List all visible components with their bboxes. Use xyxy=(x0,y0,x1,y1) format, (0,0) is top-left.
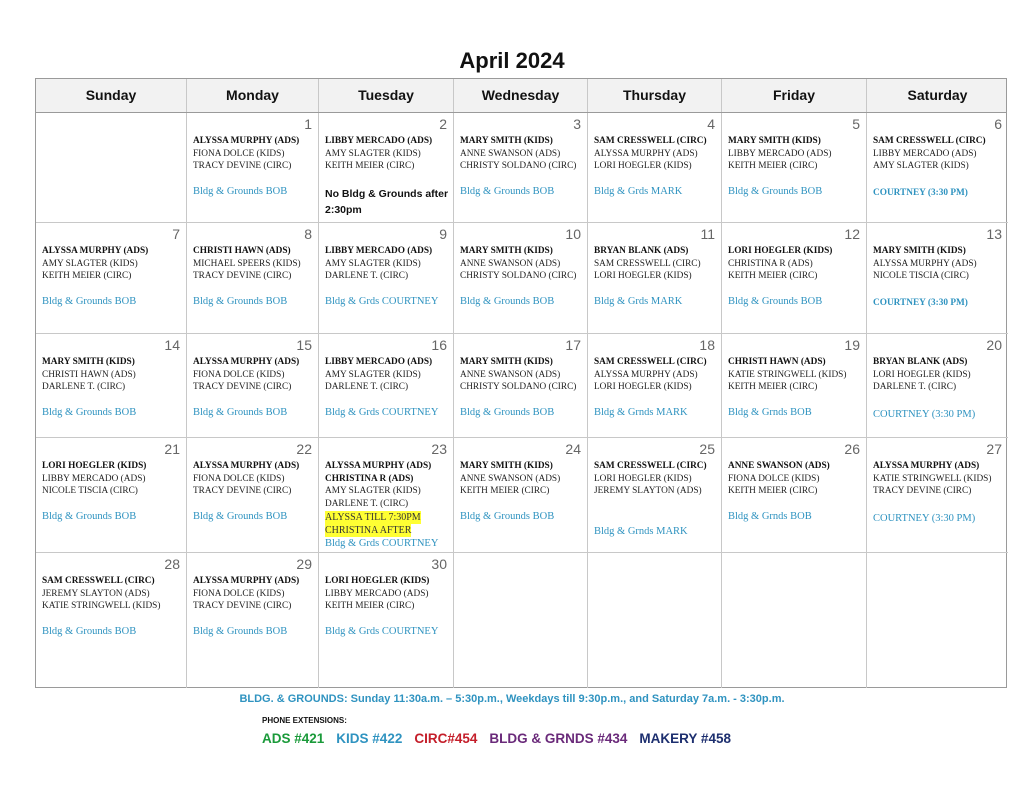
staff-assignment: DARLENE T. (CIRC) xyxy=(42,382,126,393)
staff-assignment: ALYSSA MURPHY (ADS) xyxy=(193,461,300,471)
staff-assignment: SAM CRESSWELL (CIRC) xyxy=(42,576,155,586)
day-cell xyxy=(319,438,454,553)
day-cell xyxy=(187,334,319,438)
staff-assignment: MARY SMITH (KIDS) xyxy=(873,246,966,256)
staff-assignment: TRACY DEVINE (CIRC) xyxy=(193,161,292,172)
staff-assignment: CHRISTI HAWN (ADS) xyxy=(42,369,136,380)
staff-assignment: DARLENE T. (CIRC) xyxy=(873,382,957,393)
staff-assignment: CHRISTY SOLDANO (CIRC) xyxy=(460,271,577,282)
day-number: 29 xyxy=(296,556,312,572)
day-number: 13 xyxy=(986,226,1002,242)
staff-assignment: LORI HOEGLER (KIDS) xyxy=(594,382,692,393)
weekday-monday: Monday xyxy=(187,79,319,112)
grounds-assignment: Bldg & Grounds BOB xyxy=(728,296,823,308)
grounds-assignment: Bldg & Grnds MARK xyxy=(594,526,688,538)
day-number: 8 xyxy=(304,226,312,242)
staff-assignment: KEITH MEIER (CIRC) xyxy=(42,271,132,282)
grounds-hours-note: BLDG. & GROUNDS: Sunday 11:30a.m. – 5:30p.m., Weekdays till 9:30p.m., and Saturday 7a.m. - 3:30p.m. xyxy=(239,693,785,705)
grounds-assignment: Bldg & Grounds BOB xyxy=(460,296,555,308)
staff-assignment: ANNE SWANSON (ADS) xyxy=(728,461,830,471)
staff-assignment: TRACY DEVINE (CIRC) xyxy=(873,486,972,497)
staff-assignment: AMY SLAGTER (KIDS) xyxy=(325,148,421,159)
staff-assignment: CHRISTINA R (ADS) xyxy=(325,473,414,484)
grounds-assignment: Bldg & Grnds BOB xyxy=(728,511,812,523)
grounds-assignment: Bldg & Grounds BOB xyxy=(42,407,137,419)
grounds-assignment: Bldg & Grounds BOB xyxy=(193,186,288,198)
staff-assignment: CHRISTINA R (ADS) xyxy=(728,258,813,269)
staff-assignment: LORI HOEGLER (KIDS) xyxy=(594,161,692,172)
highlighted-note: ALYSSA TILL 7:30PM xyxy=(325,511,421,523)
grounds-assignment: Bldg & Grounds BOB xyxy=(42,511,137,523)
staff-assignment: FIONA DOLCE (KIDS) xyxy=(193,473,285,484)
grounds-assignment: Bldg & Grds COURTNEY xyxy=(325,296,439,308)
staff-assignment: KEITH MEIER (CIRC) xyxy=(728,382,818,393)
staff-assignment: SAM CRESSWELL (CIRC) xyxy=(594,136,707,146)
day-number: 26 xyxy=(844,441,860,457)
staff-assignment: LORI HOEGLER (KIDS) xyxy=(728,246,833,256)
phone-extension: KIDS #422 xyxy=(336,731,403,746)
staff-assignment: KATIE STRINGWELL (KIDS) xyxy=(42,601,161,612)
staff-assignment: KEITH MEIER (CIRC) xyxy=(728,486,818,497)
grounds-note: No Bldg & Grounds after 2:30pm xyxy=(325,188,449,217)
staff-assignment: CHRISTY SOLDANO (CIRC) xyxy=(460,161,577,172)
saturday-grounds-assignment: COURTNEY (3:30 PM) xyxy=(873,188,968,199)
day-number: 5 xyxy=(852,116,860,132)
staff-assignment: ALYSSA MURPHY (ADS) xyxy=(193,136,300,146)
day-cell xyxy=(867,553,1008,688)
staff-assignment: ANNE SWANSON (ADS) xyxy=(460,369,561,380)
phone-extension: CIRC#454 xyxy=(414,731,478,746)
day-cell xyxy=(454,438,588,553)
day-number: 1 xyxy=(304,116,312,132)
staff-assignment: ALYSSA MURPHY (ADS) xyxy=(42,246,149,256)
day-number: 4 xyxy=(707,116,715,132)
day-cell xyxy=(187,113,319,223)
day-cell xyxy=(588,223,722,334)
staff-assignment: BRYAN BLANK (ADS) xyxy=(594,246,689,256)
day-number: 19 xyxy=(844,337,860,353)
grounds-assignment: Bldg & Grounds BOB xyxy=(42,626,137,638)
staff-assignment: AMY SLAGTER (KIDS) xyxy=(325,486,421,497)
day-cell xyxy=(722,553,867,688)
staff-assignment: CHRISTY SOLDANO (CIRC) xyxy=(460,382,577,393)
day-number: 3 xyxy=(573,116,581,132)
staff-assignment: LIBBY MERCADO (ADS) xyxy=(42,473,146,484)
grounds-assignment: Bldg & Grounds BOB xyxy=(193,511,288,523)
day-number: 30 xyxy=(431,556,447,572)
staff-assignment: MARY SMITH (KIDS) xyxy=(460,357,553,367)
day-number: 20 xyxy=(986,337,1002,353)
staff-assignment: SAM CRESSWELL (CIRC) xyxy=(594,461,707,471)
day-number: 9 xyxy=(439,226,447,242)
grounds-assignment: Bldg & Grounds BOB xyxy=(460,186,555,198)
grounds-assignment: Bldg & Grounds BOB xyxy=(460,407,555,419)
day-number: 7 xyxy=(172,226,180,242)
phone-extension: ADS #421 xyxy=(262,731,325,746)
day-number: 22 xyxy=(296,441,312,457)
day-cell xyxy=(319,553,454,688)
staff-assignment: LIBBY MERCADO (ADS) xyxy=(325,357,433,367)
saturday-grounds-assignment: COURTNEY (3:30 PM) xyxy=(873,409,976,421)
day-number: 27 xyxy=(986,441,1002,457)
grounds-assignment: Bldg & Grds COURTNEY xyxy=(325,537,439,549)
day-cell xyxy=(187,223,319,334)
grounds-assignment: Bldg & Grnds BOB xyxy=(728,407,812,419)
day-number: 12 xyxy=(844,226,860,242)
day-number: 17 xyxy=(565,337,581,353)
staff-assignment: AMY SLAGTER (KIDS) xyxy=(873,161,969,172)
staff-assignment: KEITH MEIER (CIRC) xyxy=(325,601,415,612)
staff-assignment: AMY SLAGTER (KIDS) xyxy=(325,258,421,269)
day-cell xyxy=(867,113,1008,223)
staff-assignment: SAM CRESSWELL (CIRC) xyxy=(594,357,707,367)
grounds-assignment: Bldg & Grounds BOB xyxy=(42,296,137,308)
day-cell xyxy=(319,223,454,334)
staff-assignment: FIONA DOLCE (KIDS) xyxy=(193,588,285,599)
day-cell xyxy=(36,553,187,688)
staff-assignment: DARLENE T. (CIRC) xyxy=(325,382,409,393)
staff-assignment: ALYSSA MURPHY (ADS) xyxy=(594,148,698,159)
staff-assignment: DARLENE T. (CIRC) xyxy=(325,271,409,282)
staff-assignment: ALYSSA MURPHY (ADS) xyxy=(193,576,300,586)
staff-assignment: NICOLE TISCIA (CIRC) xyxy=(873,271,969,282)
day-cell xyxy=(36,223,187,334)
highlighted-note: CHRISTINA AFTER xyxy=(325,524,412,536)
day-cell xyxy=(722,438,867,553)
staff-assignment: KATIE STRINGWELL (KIDS) xyxy=(873,473,992,484)
day-cell xyxy=(454,223,588,334)
phone-extension: BLDG & GRNDS #434 xyxy=(489,731,628,746)
staff-assignment: BRYAN BLANK (ADS) xyxy=(873,357,968,367)
day-number: 16 xyxy=(431,337,447,353)
saturday-grounds-assignment: COURTNEY (3:30 PM) xyxy=(873,513,976,525)
staff-assignment: ANNE SWANSON (ADS) xyxy=(460,258,561,269)
grounds-assignment: Bldg & Grds MARK xyxy=(594,296,683,308)
staff-assignment: KEITH MEIER (CIRC) xyxy=(728,161,818,172)
day-number: 10 xyxy=(565,226,581,242)
staff-assignment: KEITH MEIER (CIRC) xyxy=(728,271,818,282)
day-cell xyxy=(454,553,588,688)
day-number: 25 xyxy=(699,441,715,457)
weekday-sunday: Sunday xyxy=(36,79,187,112)
weekday-tuesday: Tuesday xyxy=(319,79,454,112)
staff-assignment: TRACY DEVINE (CIRC) xyxy=(193,271,292,282)
staff-assignment: LIBBY MERCADO (ADS) xyxy=(873,148,977,159)
staff-assignment: LIBBY MERCADO (ADS) xyxy=(325,136,433,146)
day-cell xyxy=(36,113,187,223)
staff-assignment: TRACY DEVINE (CIRC) xyxy=(193,601,292,612)
day-cell xyxy=(588,113,722,223)
day-cell xyxy=(36,438,187,553)
staff-assignment: JEREMY SLAYTON (ADS) xyxy=(42,588,150,599)
staff-assignment: FIONA DOLCE (KIDS) xyxy=(728,473,820,484)
staff-assignment: MICHAEL SPEERS (KIDS) xyxy=(193,258,301,269)
staff-assignment: ANNE SWANSON (ADS) xyxy=(460,148,561,159)
phone-extension: MAKERY #458 xyxy=(639,731,731,746)
staff-assignment: ALYSSA MURPHY (ADS) xyxy=(873,258,977,269)
day-number: 14 xyxy=(164,337,180,353)
grounds-assignment: Bldg & Grounds BOB xyxy=(193,296,288,308)
day-cell xyxy=(588,553,722,688)
day-cell xyxy=(588,334,722,438)
staff-assignment: LIBBY MERCADO (ADS) xyxy=(728,148,832,159)
staff-assignment: KATIE STRINGWELL (KIDS) xyxy=(728,369,847,380)
staff-assignment: LORI HOEGLER (KIDS) xyxy=(594,473,692,484)
weekday-friday: Friday xyxy=(722,79,867,112)
day-number: 6 xyxy=(994,116,1002,132)
grounds-assignment: Bldg & Grds COURTNEY xyxy=(325,407,439,419)
day-number: 11 xyxy=(700,226,715,242)
phone-extensions xyxy=(262,731,743,746)
grounds-assignment: Bldg & Grounds BOB xyxy=(728,186,823,198)
staff-assignment: AMY SLAGTER (KIDS) xyxy=(325,369,421,380)
staff-assignment: MARY SMITH (KIDS) xyxy=(460,461,553,471)
day-cell xyxy=(722,334,867,438)
day-number: 24 xyxy=(565,441,581,457)
staff-assignment: TRACY DEVINE (CIRC) xyxy=(193,486,292,497)
day-number: 23 xyxy=(431,441,447,457)
saturday-grounds-assignment: COURTNEY (3:30 PM) xyxy=(873,298,968,309)
day-cell xyxy=(319,334,454,438)
staff-assignment: LIBBY MERCADO (ADS) xyxy=(325,588,429,599)
day-number: 28 xyxy=(164,556,180,572)
staff-assignment: ALYSSA MURPHY (ADS) xyxy=(594,369,698,380)
staff-assignment: MARY SMITH (KIDS) xyxy=(460,246,553,256)
day-cell xyxy=(867,438,1008,553)
grounds-assignment: Bldg & Grds MARK xyxy=(594,186,683,198)
staff-assignment: MARY SMITH (KIDS) xyxy=(460,136,553,146)
day-cell xyxy=(187,553,319,688)
staff-assignment: CHRISTI HAWN (ADS) xyxy=(193,246,291,256)
day-cell xyxy=(722,113,867,223)
phone-extensions-label: PHONE EXTENSIONS: xyxy=(262,716,347,725)
staff-assignment: KEITH MEIER (CIRC) xyxy=(460,486,550,497)
staff-assignment: SAM CRESSWELL (CIRC) xyxy=(594,258,701,269)
day-number: 2 xyxy=(439,116,447,132)
staff-assignment: LORI HOEGLER (KIDS) xyxy=(325,576,430,586)
weekday-wednesday: Wednesday xyxy=(454,79,588,112)
staff-assignment: LIBBY MERCADO (ADS) xyxy=(325,246,433,256)
calendar-title: April 2024 xyxy=(459,48,565,73)
staff-assignment: NICOLE TISCIA (CIRC) xyxy=(42,486,138,497)
staff-assignment: FIONA DOLCE (KIDS) xyxy=(193,148,285,159)
staff-assignment: JEREMY SLAYTON (ADS) xyxy=(594,486,702,497)
staff-assignment: KEITH MEIER (CIRC) xyxy=(325,161,415,172)
staff-assignment: LORI HOEGLER (KIDS) xyxy=(873,369,971,380)
grounds-assignment: Bldg & Grounds BOB xyxy=(193,407,288,419)
day-cell xyxy=(588,438,722,553)
day-number: 18 xyxy=(699,337,715,353)
staff-assignment: MARY SMITH (KIDS) xyxy=(728,136,821,146)
day-cell xyxy=(36,334,187,438)
calendar-grid xyxy=(35,78,1007,688)
day-number: 15 xyxy=(296,337,312,353)
staff-assignment: MARY SMITH (KIDS) xyxy=(42,357,135,367)
day-cell xyxy=(867,223,1008,334)
staff-assignment: SAM CRESSWELL (CIRC) xyxy=(873,136,986,146)
staff-assignment: ALYSSA MURPHY (ADS) xyxy=(873,461,980,471)
day-cell xyxy=(187,438,319,553)
day-cell xyxy=(319,113,454,223)
staff-assignment: ANNE SWANSON (ADS) xyxy=(460,473,561,484)
weekday-saturday: Saturday xyxy=(907,87,968,103)
weekday-thursday: Thursday xyxy=(588,79,722,112)
staff-assignment: AMY SLAGTER (KIDS) xyxy=(42,258,138,269)
grounds-assignment: Bldg & Grds COURTNEY xyxy=(325,626,439,638)
staff-assignment: FIONA DOLCE (KIDS) xyxy=(193,369,285,380)
day-cell xyxy=(722,223,867,334)
grounds-assignment: Bldg & Grnds MARK xyxy=(594,407,688,419)
staff-assignment: LORI HOEGLER (KIDS) xyxy=(42,461,147,471)
staff-assignment: ALYSSA MURPHY (ADS) xyxy=(193,357,300,367)
staff-assignment: CHRISTI HAWN (ADS) xyxy=(728,357,826,367)
day-cell xyxy=(454,334,588,438)
staff-assignment: DARLENE T. (CIRC) xyxy=(325,499,409,510)
day-number: 21 xyxy=(164,441,180,457)
staff-assignment: ALYSSA MURPHY (ADS) xyxy=(325,461,432,471)
day-cell xyxy=(867,334,1008,438)
staff-assignment: TRACY DEVINE (CIRC) xyxy=(193,382,292,393)
day-cells xyxy=(36,113,1006,688)
grounds-assignment: Bldg & Grounds BOB xyxy=(193,626,288,638)
staff-assignment: LORI HOEGLER (KIDS) xyxy=(594,271,692,282)
day-cell xyxy=(454,113,588,223)
weekday-header xyxy=(36,79,1006,113)
grounds-assignment: Bldg & Grounds BOB xyxy=(460,511,555,523)
